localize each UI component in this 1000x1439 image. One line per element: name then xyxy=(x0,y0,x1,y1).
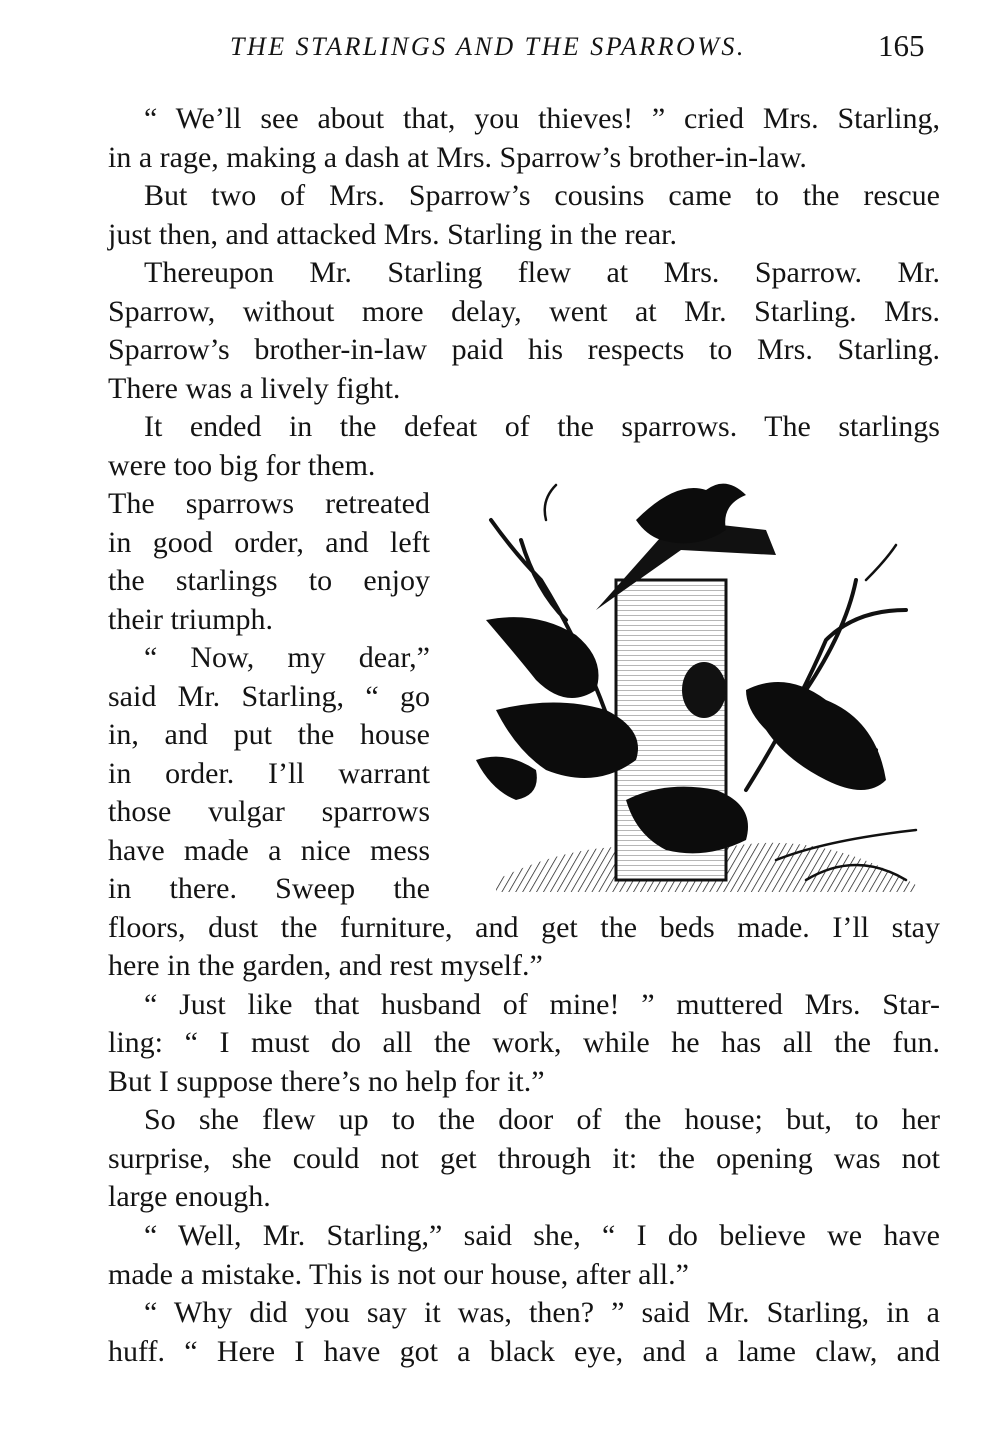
engraving-image xyxy=(446,460,930,900)
text-line: “ Well, Mr. Starling,” said she, “ I do believe we have xyxy=(144,1219,940,1252)
text-line: There was a lively fight. xyxy=(108,372,401,405)
text-line: But I suppose there’s no help for it.” xyxy=(108,1065,545,1098)
text-line: in order. I’ll warrant xyxy=(108,757,430,790)
text-line: large enough. xyxy=(108,1180,271,1213)
text-line: ling: “ I must do all the work, while he has all the fun. xyxy=(108,1026,940,1059)
page-header xyxy=(0,24,1000,74)
running-title: THE STARLINGS AND THE SPARROWS. xyxy=(230,32,746,61)
bird-left-upper xyxy=(486,617,599,698)
text-line: Sparrow’s brother-in-law paid his respects to Mrs. Starling. xyxy=(108,333,940,366)
text-line: surprise, she could not get through it: the opening was not xyxy=(108,1142,940,1175)
text-line: huff. “ Here I have got a black eye, and a lame claw, and xyxy=(108,1335,940,1368)
text-line: were too big for them. xyxy=(108,449,376,482)
text-line: here in the garden, and rest myself.” xyxy=(108,949,543,982)
text-line: their triumph. xyxy=(108,603,273,636)
text-line: “ Now, my dear,” xyxy=(144,641,430,674)
text-line: in there. Sweep the xyxy=(108,872,430,905)
text-line: But two of Mrs. Sparrow’s cousins came to the rescue xyxy=(144,179,940,212)
text-line: “ We’ll see about that, you thieves! ” cried Mrs. Starling, xyxy=(144,102,940,135)
text-line: the starlings to enjoy xyxy=(108,564,430,597)
bird-left-lower xyxy=(476,757,537,800)
text-line: just then, and attacked Mrs. Starling in the rear. xyxy=(108,218,678,251)
text-line: floors, dust the furniture, and get the beds made. I’ll stay xyxy=(108,911,940,944)
birdhouse-illustration xyxy=(446,460,930,900)
text-line: said Mr. Starling, “ go xyxy=(108,680,430,713)
text-line: in, and put the house xyxy=(108,718,430,751)
birdhouse-entrance xyxy=(682,662,726,718)
text-line: So she flew up to the door of the house; but, to her xyxy=(144,1103,940,1136)
text-line: in good order, and left xyxy=(108,526,430,559)
text-line: Thereupon Mr. Starling flew at Mrs. Sparrow. Mr. xyxy=(144,256,940,289)
text-line: those vulgar sparrows xyxy=(108,795,430,828)
text-line: in a rage, making a dash at Mrs. Sparrow’s brother-in-law. xyxy=(108,141,807,174)
page-number: 165 xyxy=(878,28,925,63)
text-line: The sparrows retreated xyxy=(108,487,430,520)
text-line: Sparrow, without more delay, went at Mr. Starling. Mrs. xyxy=(108,295,940,328)
bird-right xyxy=(746,682,886,790)
text-line: “ Just like that husband of mine! ” muttered Mrs. Star- xyxy=(144,988,940,1021)
text-line: It ended in the defeat of the sparrows. The starlings xyxy=(144,410,940,443)
text-line: “ Why did you say it was, then? ” said Mr. Starling, in a xyxy=(144,1296,940,1329)
text-line: have made a nice mess xyxy=(108,834,430,867)
text-line: made a mistake. This is not our house, after all.” xyxy=(108,1258,689,1291)
